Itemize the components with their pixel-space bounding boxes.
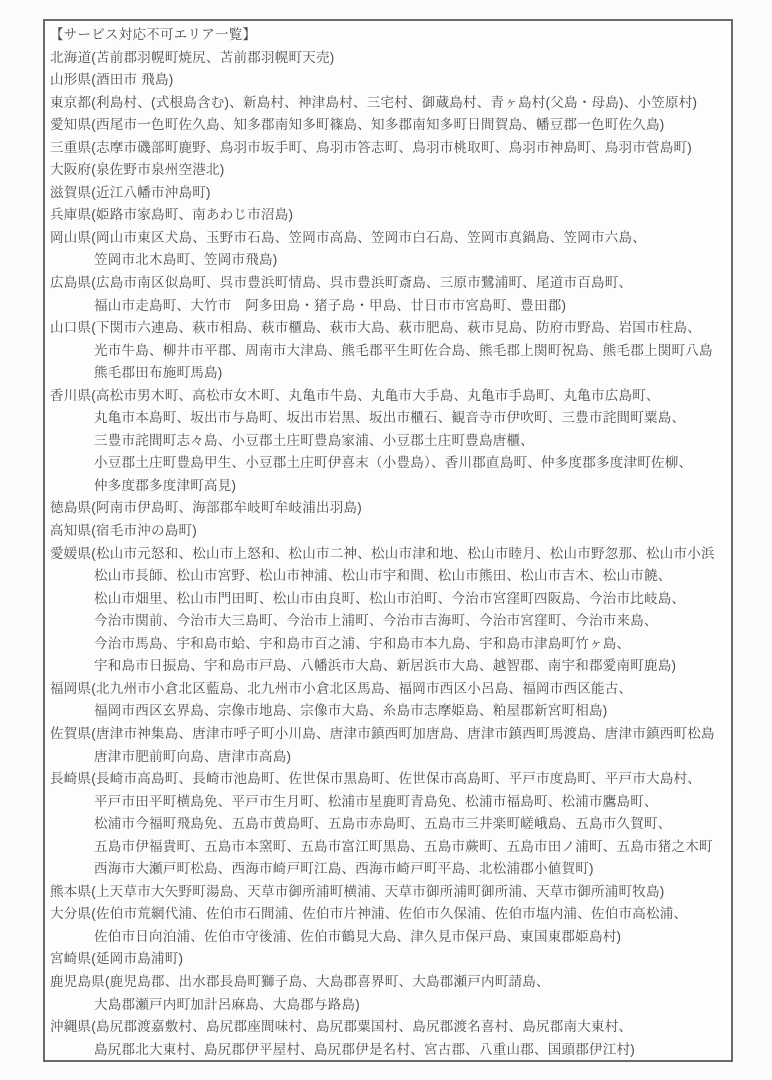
prefecture-continuation-line: 松山市長師、松山市宮野、松山市神浦、松山市宇和間、松山市熊田、松山市吉木、松山市饒、 <box>94 568 672 584</box>
prefecture-continuation-line: 松山市畑里、松山市門田町、松山市由良町、松山市泊町、今治市宮窪町四阪島、今治市比岐島、 <box>94 590 686 606</box>
prefecture-line: 滋賀県(近江八幡市沖島町) <box>50 184 211 200</box>
prefecture-continuation-line: 佐伯市日向泊浦、佐伯市守後浦、佐伯市鶴見大島、津久見市保戸島、東国東郡姫島村) <box>94 928 622 944</box>
prefecture-line: 高知県(宿毛市沖の島町) <box>50 523 197 539</box>
prefecture-line: 兵庫県(姫路市家島町、南あわじ市沼島) <box>50 207 294 223</box>
prefecture-continuation-line: 三豊市詫間町志々島、小豆郡土庄町豊島家浦、小豆郡土庄町豊島唐櫃、 <box>94 432 534 448</box>
prefecture-continuation-line: 福岡市西区玄界島、宗像市地島、宗像市大島、糸島市志摩姫島、粕屋郡新宮町相島) <box>94 703 608 719</box>
prefecture-continuation-line: 光市牛島、柳井市平郡、周南市大津島、熊毛郡平生町佐合島、熊毛郡上関町祝島、熊毛郡上関町八島 <box>94 342 713 358</box>
prefecture-continuation-line: 島尻郡北大東村、島尻郡伊平屋村、島尻郡伊是名村、宮古郡、八重山郡、国頭郡伊江村) <box>94 1041 635 1057</box>
list-title: 【サービス対応不可エリア一覧】 <box>50 27 257 42</box>
prefecture-line: 愛媛県(松山市元怒和、松山市上怒和、松山市二神、松山市津和地、松山市睦月、松山市野忽那、松山市小浜 <box>50 545 715 561</box>
service-unavailable-area-list <box>43 19 733 1062</box>
prefecture-line: 香川県(高松市男木町、高松市女木町、丸亀市牛島、丸亀市大手島、丸亀市手島町、丸亀市広島町、 <box>50 387 660 403</box>
prefecture-line: 広島県(広島市南区似島町、呉市豊浜町情島、呉市豊浜町斎島、三原市鷺浦町、尾道市百島町、 <box>50 275 633 291</box>
prefecture-line: 大分県(佐伯市荒網代浦、佐伯市石間浦、佐伯市片神浦、佐伯市久保浦、佐伯市塩内浦、佐伯市高松浦、 <box>50 906 688 922</box>
prefecture-line: 宮崎県(延岡市島浦町) <box>50 951 184 967</box>
prefecture-line: 大阪府(泉佐野市泉州空港北) <box>50 162 225 178</box>
prefecture-line: 沖縄県(島尻郡渡嘉敷村、島尻郡座間味村、島尻郡粟国村、島尻郡渡名喜村、島尻郡南大東村、 <box>50 1019 633 1035</box>
prefecture-lines-container <box>50 47 727 1062</box>
prefecture-line: 東京都(利島村、(式根島含む)、新島村、神津島村、三宅村、御蔵島村、青ヶ島村(父島・母島)、小笠原村) <box>50 94 698 110</box>
prefecture-continuation-line: 今治市関前、今治市大三島町、今治市上浦町、今治市吉海町、今治市宮窪町、今治市来島、 <box>94 613 658 629</box>
prefecture-line: 熊本県(上天草市大矢野町湯島、天草市御所浦町横浦、天草市御所浦町御所浦、天草市御所浦町牧島) <box>50 883 665 899</box>
prefecture-continuation-line: 松浦市今福町飛島免、五島市黄島町、五島市赤島町、五島市三井楽町嵯峨島、五島市久賀町、 <box>94 816 672 832</box>
prefecture-line: 佐賀県(唐津市神集島、唐津市呼子町小川島、唐津市鎮西町加唐島、唐津市鎮西町馬渡島、唐津市鎮西町松島 <box>50 725 715 741</box>
prefecture-continuation-line: 宇和島市日振島、宇和島市戸島、八幡浜市大島、新居浜市大島、越智郡、南宇和郡愛南町鹿島) <box>94 658 677 674</box>
prefecture-continuation-line: 平戸市田平町横島免、平戸市生月町、松浦市星鹿町青島免、松浦市福島町、松浦市鷹島町、 <box>94 793 658 809</box>
prefecture-line: 山口県(下関市六連島、萩市相島、萩市櫃島、萩市大島、萩市肥島、萩市見島、防府市野島、岩国市柱島、 <box>50 320 701 336</box>
prefecture-continuation-line: 西海市大瀬戸町松島、西海市崎戸町江島、西海市崎戸町平島、北松浦郡小値賀町) <box>94 861 594 877</box>
prefecture-continuation-line: 唐津市肥前町向島、唐津市高島) <box>94 748 292 764</box>
prefecture-continuation-line: 熊毛郡田布施町馬島) <box>94 365 223 381</box>
prefecture-line: 山形県(酒田市 飛島) <box>50 72 174 88</box>
prefecture-continuation-line: 仲多度郡多度津町高見) <box>94 477 237 493</box>
prefecture-line: 鹿児島県(鹿児島郡、出水郡長島町獅子島、大島郡喜界町、大島郡瀬戸内町請島、 <box>50 973 550 989</box>
prefecture-line: 福岡県(北九州市小倉北区藍島、北九州市小倉北区馬島、福岡市西区小呂島、福岡市西区能古、 <box>50 680 633 696</box>
prefecture-continuation-line: 小豆郡土庄町豊島甲生、小豆郡土庄町伊喜末（小豊島）、香川郡直島町、仲多度郡多度津町佐柳、 <box>94 455 693 471</box>
prefecture-continuation-line: 五島市伊福貴町、五島市本窯町、五島市富江町黒島、五島市蕨町、五島市田ノ浦町、五島市猪之木町 <box>94 838 713 854</box>
prefecture-line: 長崎県(長崎市高島町、長崎市池島町、佐世保市黒島町、佐世保市高島町、平戸市度島町、平戸市大島村、 <box>50 771 701 787</box>
prefecture-continuation-line: 笠岡市北木島町、笠岡市飛島) <box>94 252 278 268</box>
prefecture-continuation-line: 大島郡瀬戸内町加計呂麻島、大島郡与路島) <box>94 996 360 1012</box>
prefecture-continuation-line: 丸亀市本島町、坂出市与島町、坂出市岩黒、坂出市櫃石、観音寺市伊吹町、三豊市詫間町粟島、 <box>94 410 686 426</box>
prefecture-continuation-line: 今治市馬島、宇和島市蛤、宇和島市百之浦、宇和島市本九島、宇和島市津島町竹ヶ島、 <box>94 635 631 651</box>
prefecture-line: 北海道(苫前郡羽幌町焼尻、苫前郡羽幌町天売) <box>50 49 335 65</box>
prefecture-line: 三重県(志摩市磯部町鹿野、鳥羽市坂手町、鳥羽市答志町、鳥羽市桃取町、鳥羽市神島町、鳥羽市菅島町) <box>50 139 692 155</box>
prefecture-line: 徳島県(阿南市伊島町、海部郡牟岐町牟岐浦出羽島) <box>50 500 362 516</box>
prefecture-continuation-line: 福山市走島町、大竹市 阿多田島・猪子島・甲島、廿日市市宮島町、豊田郡) <box>94 297 567 313</box>
prefecture-line: 岡山県(岡山市東区犬島、玉野市石島、笠岡市高島、笠岡市白石島、笠岡市真鍋島、笠岡市六島、 <box>50 229 646 245</box>
prefecture-line: 愛知県(西尾市一色町佐久島、知多郡南知多町篠島、知多郡南知多町日間賀島、幡豆郡一色町佐久島) <box>50 117 665 133</box>
